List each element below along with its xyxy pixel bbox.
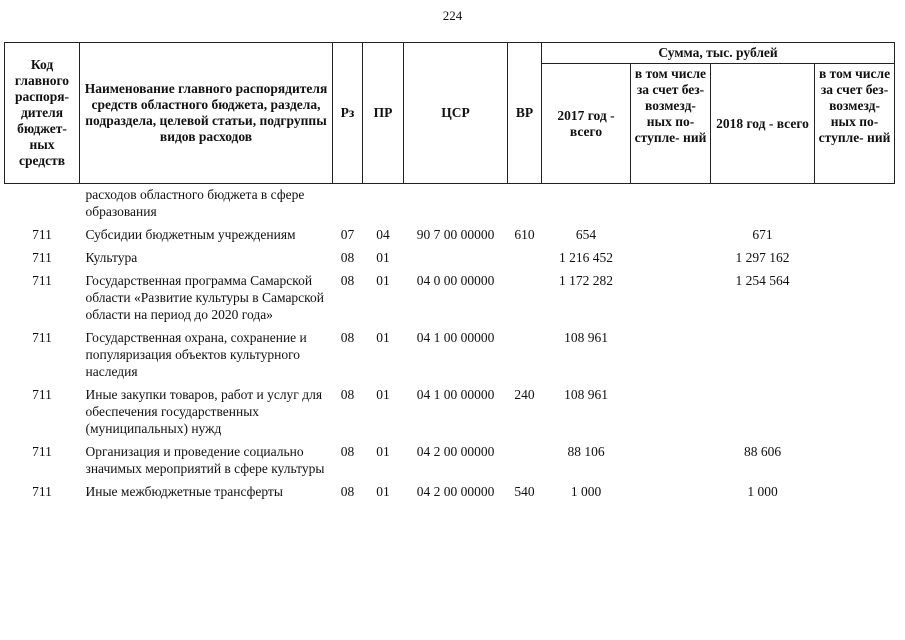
cell-rz: 08 — [340, 250, 355, 265]
cell-sum-2017: 88 106 — [567, 444, 605, 459]
cell-vr: 240 — [514, 387, 535, 402]
cell-vr: 540 — [514, 484, 535, 499]
cell-name: Государственная программа Самарской области «Развитие культуры в Самарской области на период до 2020 года» — [85, 273, 325, 322]
cell-sum-2017 — [542, 184, 631, 225]
cell-csr: 04 1 00 00000 — [416, 330, 495, 345]
cell-free-2018 — [815, 327, 895, 384]
cell-code: 711 — [32, 250, 52, 265]
cell-pr: 01 — [376, 484, 390, 499]
cell-sum-2018: 88 606 — [743, 444, 782, 459]
table-row — [5, 327, 895, 384]
cell-vr — [508, 327, 542, 384]
cell-pr: 01 — [376, 444, 390, 459]
budget-table — [4, 42, 895, 504]
header-free-2017: в том числе за счет без- возмезд- ных по- ступле- ний — [631, 64, 711, 184]
header-csr: ЦСР — [404, 43, 508, 184]
header-vr: ВР — [508, 43, 542, 184]
table-row — [5, 481, 895, 504]
cell-free-2018 — [815, 384, 895, 441]
cell-vr — [508, 247, 542, 270]
cell-free-2018 — [815, 184, 895, 225]
cell-name: Субсидии бюджетным учреждениям — [85, 227, 296, 242]
table-row — [5, 441, 895, 481]
cell-name: расходов областного бюджета в сфере образования — [85, 187, 305, 219]
cell-pr: 04 — [376, 227, 390, 242]
cell-pr: 01 — [376, 250, 390, 265]
cell-sum-2018: 1 000 — [747, 484, 778, 499]
header-pr: ПР — [363, 43, 404, 184]
cell-code: 711 — [32, 330, 52, 345]
cell-free-2018 — [815, 270, 895, 327]
cell-free-2017 — [631, 270, 711, 327]
cell-vr — [508, 270, 542, 327]
cell-name: Государственная охрана, сохранение и популяризация объектов культурного наследия — [85, 330, 307, 379]
cell-free-2017 — [631, 327, 711, 384]
cell-name: Иные закупки товаров, работ и услуг для обеспечения государственных (муниципальных) нужд — [85, 387, 323, 436]
cell-vr — [508, 441, 542, 481]
page-number: 224 — [442, 8, 463, 23]
cell-rz: 08 — [340, 484, 355, 499]
cell-csr: 04 2 00 00000 — [416, 484, 495, 499]
header-sum-2018: 2018 год - всего — [711, 64, 815, 184]
cell-sum-2018 — [711, 327, 815, 384]
cell-rz: 08 — [340, 444, 355, 459]
header-name: Наименование главного распорядителя средств областного бюджета, раздела, подраздела, целевой статьи, подгруппы видов расходов — [80, 43, 333, 184]
table-row — [5, 224, 895, 247]
cell-code — [5, 184, 80, 225]
cell-csr: 04 1 00 00000 — [416, 387, 495, 402]
cell-code: 711 — [32, 387, 52, 402]
cell-free-2018 — [815, 247, 895, 270]
cell-rz — [333, 184, 363, 225]
table-row — [5, 184, 895, 225]
table-body — [5, 184, 895, 505]
header-sum-2017: 2017 год - всего — [542, 64, 631, 184]
cell-rz: 08 — [340, 273, 355, 288]
cell-pr — [363, 184, 404, 225]
table-header — [5, 43, 895, 184]
cell-csr — [404, 184, 508, 225]
cell-code: 711 — [32, 484, 52, 499]
cell-csr — [404, 247, 508, 270]
cell-csr: 04 2 00 00000 — [416, 444, 495, 459]
cell-sum-2018: 1 297 162 — [735, 250, 790, 265]
cell-pr: 01 — [376, 330, 390, 345]
cell-sum-2017: 1 216 452 — [559, 250, 613, 265]
cell-sum-2018 — [711, 184, 815, 225]
table-row — [5, 384, 895, 441]
cell-free-2018 — [815, 481, 895, 504]
cell-sum-2018: 1 254 564 — [735, 273, 790, 288]
cell-rz: 07 — [340, 227, 355, 242]
cell-pr: 01 — [376, 387, 390, 402]
cell-pr: 01 — [376, 273, 390, 288]
cell-name: Иные межбюджетные трансферты — [85, 484, 283, 499]
cell-sum-2018 — [711, 384, 815, 441]
cell-sum-2017: 108 961 — [564, 387, 608, 402]
budget-table-container — [4, 42, 894, 504]
cell-vr — [508, 184, 542, 225]
cell-sum-2017: 1 172 282 — [559, 273, 613, 288]
cell-sum-2017: 654 — [575, 227, 597, 242]
cell-free-2018 — [815, 441, 895, 481]
cell-free-2017 — [631, 441, 711, 481]
header-code: Код главного распоря- дителя бюджет- ных средств — [5, 43, 80, 184]
header-free-2018: в том числе за счет без- возмезд- ных по- ступле- ний — [815, 64, 895, 184]
cell-code: 711 — [32, 273, 52, 288]
cell-free-2017 — [631, 481, 711, 504]
cell-free-2018 — [815, 224, 895, 247]
cell-rz: 08 — [340, 330, 355, 345]
cell-free-2017 — [631, 184, 711, 225]
table-row — [5, 247, 895, 270]
cell-rz: 08 — [340, 387, 355, 402]
table-row — [5, 270, 895, 327]
cell-free-2017 — [631, 247, 711, 270]
cell-csr: 04 0 00 00000 — [416, 273, 495, 288]
cell-csr: 90 7 00 00000 — [416, 227, 495, 242]
cell-free-2017 — [631, 224, 711, 247]
cell-free-2017 — [631, 384, 711, 441]
cell-code: 711 — [32, 444, 52, 459]
cell-name: Организация и проведение социально значимых мероприятий в сфере культуры — [85, 444, 325, 476]
cell-code: 711 — [32, 227, 52, 242]
cell-name: Культура — [85, 250, 138, 265]
header-sum-group: Сумма, тыс. рублей — [542, 43, 895, 64]
cell-sum-2017: 1 000 — [570, 484, 602, 499]
cell-sum-2017: 108 961 — [564, 330, 608, 345]
cell-vr: 610 — [514, 227, 535, 242]
header-rz: Рз — [333, 43, 363, 184]
cell-sum-2018: 671 — [752, 227, 773, 242]
